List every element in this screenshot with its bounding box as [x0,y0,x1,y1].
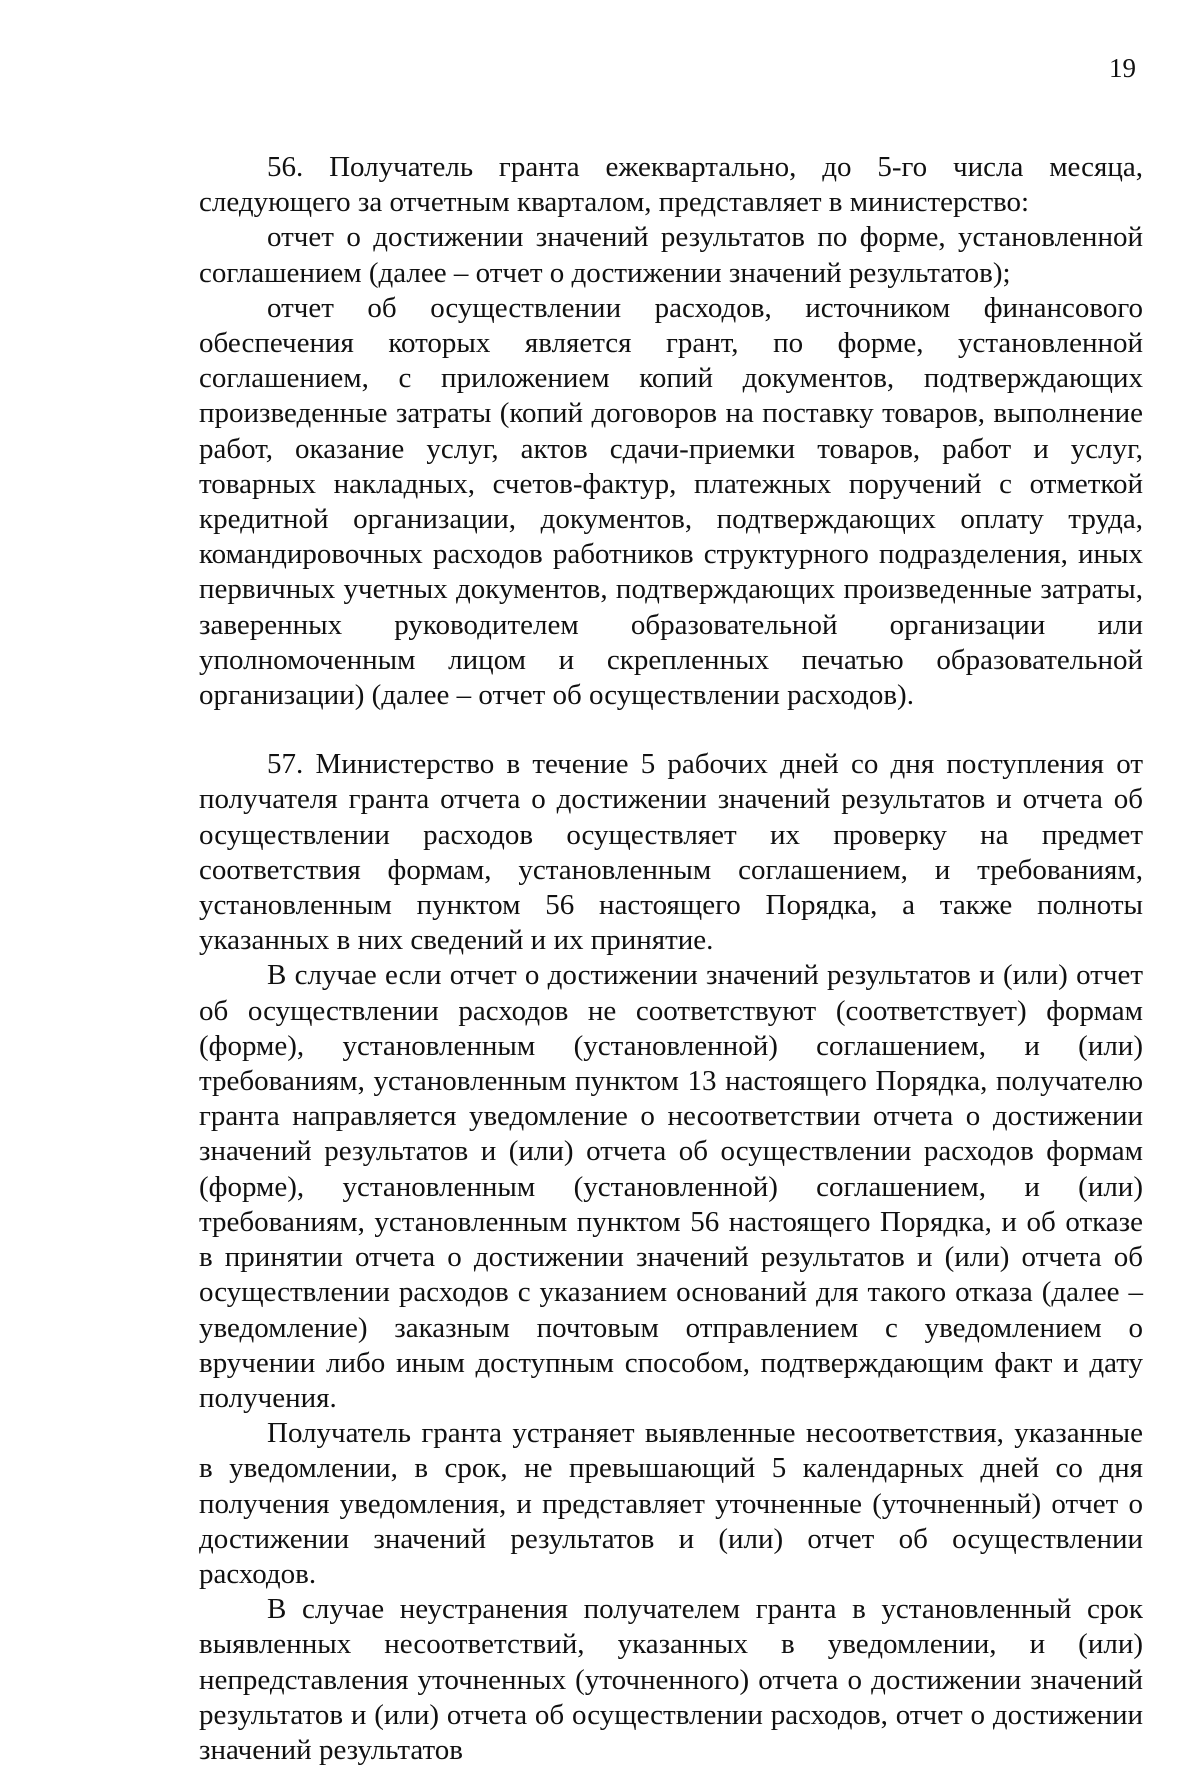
paragraph-57-correction: Получатель гранта устраняет выявленные несоответствия, указанные в уведомлении, в срок, не превышающий 5 календарных дней со дня получения уведомления, и представляет уточненные (уточненный) отчет о достижении значений результатов и (или) отчет об осуществлении расходов. [199,1417,1143,1590]
paragraph-57-nonconformity: В случае если отчет о достижении значений результатов и (или) отчет об осуществлении расходов не соответствуют (соответствует) формам (форме), установленным (установленной) соглашением, и (или) требованиям, установленным пунктом 13 настоящего Порядка, получателю гранта направляется уведомление о несоответствии отчета о достижении значений результатов и (или) отчета об осуществлении расходов формам (форме), установленным (установленной) соглашением, и (или) требованиям, установленным пунктом 56 настоящего Порядка, и об отказе в принятии отчета о достижении значений результатов и (или) отчета об осуществлении расходов с указанием оснований для такого отказа (далее – уведомление) заказным почтовым отправлением с уведомлением о вручении либо иным доступным способом, подтверждающим факт и дату получения. [199,959,1143,1414]
page-number: 19 [1109,53,1136,83]
paragraph-57-non-elimination: В случае неустранения получателем гранта в установленный срок выявленных несоответствий, указанных в уведомлении, и (или) непредставления уточненных (уточненного) отчета о достижении значений результатов и (или) отчета об осуществлении расходов, отчет о достижении значений результатов [199,1593,1143,1766]
paragraph-56-intro: 56. Получатель гранта ежеквартально, до 5-го числа месяца, следующего за отчетным кварталом, представляет в министерство: [199,151,1143,219]
paragraph-56-report-expenses: отчет об осуществлении расходов, источником финансового обеспечения которых является грант, по форме, установленной соглашением, с приложением копий документов, подтверждающих произведенные затраты (копий договоров на поставку товаров, выполнение работ, оказание услуг, актов сдачи-приемки товаров, работ и услуг, товарных накладных, счетов-фактур, платежных поручений с отметкой кредитной организации, документов, подтверждающих оплату труда, командировочных расходов работников структурного подразделения, иных первичных учетных документов, подтверждающих произведенные затраты, заверенных руководителем образовательной организации или уполномоченным лицом и скрепленных печатью образовательной организации) (далее – отчет об осуществлении расходов). [199,291,1143,712]
paragraph-56-report-results: отчет о достижении значений результатов по форме, установленной соглашением (далее – отчет о достижении значений результатов); [199,221,1143,289]
document-body [199,150,1143,1768]
paragraph-57-review: 57. Министерство в течение 5 рабочих дней со дня поступления от получателя гранта отчета о достижении значений результатов и отчета об осуществлении расходов осуществляет их проверку на предмет соответствия формам, установленным соглашением, и требованиям, установленным пунктом 56 настоящего Порядка, а также полноты указанных в них сведений и их принятие. [199,748,1143,957]
